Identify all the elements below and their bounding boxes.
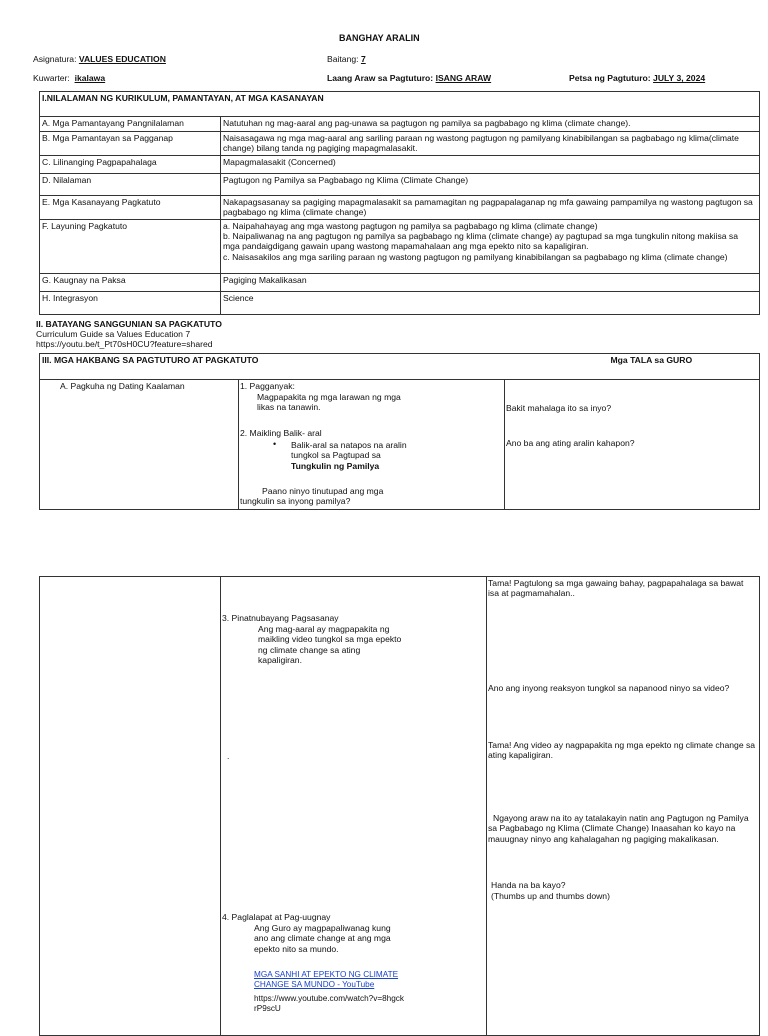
- row-label: D. Nilalaman: [40, 173, 221, 195]
- row-a-label: A. Pagkuha ng Dating Kaalaman: [40, 380, 239, 510]
- row-value: Natutuhan ng mag-aaral ang pag-unawa sa pagtugon ng pamilya sa pagbabago ng klima (climate change).: [221, 117, 760, 132]
- section3-heading: III. MGA HAKBANG SA PAGTUTURO AT PAGKATUTO: [40, 354, 505, 380]
- tala-tama-pagtulong: Tama! Pagtulong sa mga gawaing bahay, pagpapahalaga sa bawat isa at pagmamahalan..: [488, 578, 744, 599]
- step2-bullet-text: Balik-aral sa natapos na aralin tungkol sa Pagtupad sa: [291, 440, 407, 461]
- row-a-steps: [239, 380, 505, 510]
- tala-thumbs: (Thumbs up and thumbs down): [491, 891, 610, 901]
- youtube-url: https://www.youtube.com/watch?v=8hgckrP9scU: [254, 994, 404, 1013]
- kuwarter-value: ikalawa: [74, 73, 106, 83]
- row-a-tala: [505, 380, 760, 510]
- row-label: F. Layuning Pagkatuto: [40, 219, 221, 273]
- asignatura-field: [33, 54, 166, 64]
- layunin-c: c. Naisasakilos ang mga sariling paraan ng wastong pagtugon ng pamilyang kinabibilangan sa pagbabago ng klima (climate change): [223, 251, 728, 262]
- step4-text: Ang Guro ay magpapaliwanag kung ano ang climate change at ang mga epekto nito sa mundo.: [254, 923, 391, 954]
- row-value: Pagiging Makalikasan: [221, 273, 760, 291]
- layunin-a: a. Naipahahayag ang mga wastong pagtugon ng pamilya sa pagbabago ng klima (climate change): [223, 220, 598, 231]
- laang-araw-label: Laang Araw sa Pagtuturo:: [327, 73, 434, 83]
- step3-title: 3. Pinatnubayang Pagsasanay: [222, 613, 339, 623]
- baitang-value: 7: [360, 54, 366, 64]
- step2-title: 2. Maikling Balik- aral: [240, 428, 322, 438]
- continued-steps-cell: [221, 577, 487, 1036]
- baitang-label: Baitang:: [327, 54, 359, 64]
- tala-heading: Mga TALA sa GURO: [505, 354, 760, 380]
- dot-mark: .: [227, 751, 230, 761]
- row-label: G. Kaugnay na Paksa: [40, 273, 221, 291]
- asignatura-label: Asignatura:: [33, 54, 77, 64]
- tala-ngayon: Ngayong araw na ito ay tatalakayin natin ang Pagtugon ng Pamilya sa Pagbabago ng Klima (Climate Change) Inaasahan ko kayo na mauugnay ninyo ang kahalagahan ng pagiging makalikasan.: [488, 813, 749, 844]
- petsa-field: [569, 73, 705, 83]
- continued-tala-cell: [487, 577, 760, 1036]
- tala-reaksyon: Ano ang inyong reaksyon tungkol sa napanood ninyo sa video?: [488, 683, 730, 693]
- tala-tama-video: Tama! Ang video ay nagpapakita ng mga epekto ng climate change sa ating kapaligiran.: [488, 740, 756, 761]
- hakbang-table: [39, 353, 760, 510]
- laang-araw-value: ISANG ARAW: [435, 73, 492, 83]
- sanggunian-curriculum: Curriculum Guide sa Values Education 7: [36, 328, 191, 339]
- sanggunian-url: https://youtu.be/t_Pt70sH0CU?feature=shared: [36, 338, 213, 349]
- baitang-field: [327, 54, 366, 64]
- row-label: H. Integrasyon: [40, 291, 221, 314]
- step4-title: 4. Paglalapat at Pag-uugnay: [222, 912, 331, 922]
- asignatura-value: VALUES EDUCATION: [78, 54, 166, 64]
- curriculum-table: [39, 91, 760, 315]
- section2-heading: II. BATAYANG SANGGUNIAN SA PAGKATUTO: [36, 319, 222, 329]
- row-value: Pagtugon ng Pamilya sa Pagbabago ng Klima (Climate Change): [221, 173, 760, 195]
- row-value: Nakapagsasanay sa pagiging mapagmalasakit sa pamamagitan ng pagpapalaganap ng mfa gawaing pampamilya ng wastong pagtugon sa pagbabago ng klima (climate change): [221, 195, 760, 219]
- step2-bold-text: Tungkulin ng Pamilya: [291, 460, 380, 471]
- layunin-b: b. Naipaliwanag na ang pagtugon ng pamilya sa pagbabago ng klima (climate change) ay pagtupad sa mga tungkulin nitong makiisa sa mga pandaigdigang gawain upang wastong mapamahalaan ang mga epekto nito sa kapaligiran.: [223, 230, 739, 252]
- continued-label-cell: [40, 577, 221, 1036]
- hakbang-table-continued: [39, 576, 760, 1036]
- youtube-link[interactable]: MGA SANHI AT EPEKTO NG CLIMATE CHANGE SA MUNDO - YouTube: [254, 970, 399, 989]
- laang-araw-field: [327, 73, 491, 83]
- kuwarter-label: Kuwarter:: [33, 73, 70, 83]
- row-label: C. Lilinanging Pagpapahalaga: [40, 155, 221, 173]
- kuwarter-field: [33, 73, 105, 83]
- layunin-cell: [221, 219, 760, 273]
- row-label: A. Mga Pamantayang Pangnilalaman: [40, 117, 221, 132]
- row-value: Naisasagawa ng mga mag-aaral ang sariling paraan ng wastong pagtugon ng pamilyang kinabibilangan sa pagbabago ng klima(climate change) bilang tanda ng pagiging mapagmalasakit.: [221, 132, 760, 156]
- step1-text: Magpapakita ng mga larawan ng mga likas na tanawin.: [257, 392, 401, 413]
- row-value: Science: [221, 291, 760, 314]
- step1-title: 1. Pagganyak:: [240, 381, 295, 391]
- petsa-label: Petsa ng Pagtuturo:: [569, 73, 651, 83]
- step2-bullet: [291, 440, 416, 471]
- step2-question: Paano ninyo tinutupad ang mga tungkulin sa inyong pamilya?: [240, 486, 384, 507]
- bullet-icon: •: [273, 439, 277, 449]
- petsa-value: JULY 3, 2024: [653, 73, 706, 83]
- tala-handa: Handa na ba kayo?: [491, 880, 566, 890]
- row-value: Mapagmalasakit (Concerned): [221, 155, 760, 173]
- sanggunian-block: [36, 320, 760, 350]
- tala-ano: Ano ba ang ating aralin kahapon?: [506, 438, 635, 448]
- row-label: E. Mga Kasanayang Pagkatuto: [40, 195, 221, 219]
- step3-text: Ang mag-aaral ay magpapakita ng maikling video tungkol sa mga epekto ng climate change sa ating kapaligiran.: [258, 624, 402, 665]
- document-title: BANGHAY ARALIN: [339, 33, 420, 43]
- section1-heading: I.NILALAMAN NG KURIKULUM, PAMANTAYAN, AT MGA KASANAYAN: [40, 92, 760, 117]
- tala-bakit: Bakit mahalaga ito sa inyo?: [506, 403, 612, 413]
- row-label: B. Mga Pamantayan sa Pagganap: [40, 132, 221, 156]
